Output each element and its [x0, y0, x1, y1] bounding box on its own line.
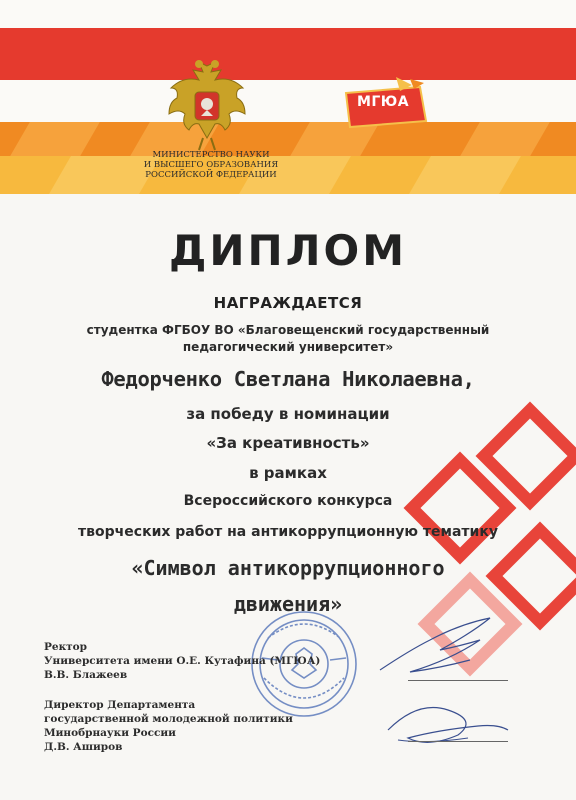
director-signatory — [44, 698, 293, 754]
mgua-logo-text: МГЮА — [356, 94, 410, 110]
header-top-band — [0, 0, 576, 28]
recipient-name: Федорченко Светлана Николаевна, — [101, 367, 475, 391]
contest-line-1: Всероссийского конкурса — [183, 493, 393, 509]
coat-of-arms-icon — [163, 58, 251, 154]
director-name: Д.В. Аширов — [44, 741, 123, 753]
victory-text: за победу в номинации — [186, 405, 390, 423]
header-white-band — [0, 80, 576, 122]
director-title: Директор Департамента — [44, 699, 196, 711]
director-signature-line — [408, 741, 508, 742]
recipient-line-2: педагогический университет» — [182, 340, 394, 354]
within-text: в рамках — [249, 464, 327, 482]
diploma-title: ДИПЛОМ — [168, 226, 408, 275]
contest-name-line-1: «Символ антикоррупционного — [131, 556, 445, 580]
rector-title: Ректор — [44, 641, 88, 653]
nomination-text: «За креативность» — [206, 434, 370, 452]
rector-name: В.В. Блажеев — [44, 669, 128, 681]
ministry-line-3: РОССИЙСКОЙ ФЕДЕРАЦИИ — [145, 170, 277, 180]
ministry-line-2: И ВЫСШЕГО ОБРАЗОВАНИЯ — [143, 160, 279, 170]
director-department: государственной молодежной политики — [44, 713, 293, 725]
contest-line-2: творческих работ на антикоррупционную тематику — [78, 524, 498, 540]
rector-signature-line — [408, 680, 508, 681]
header-red-band — [0, 28, 576, 80]
rector-signatory — [44, 640, 320, 682]
rector-university: Университета имени О.Е. Кутафина (МГЮА) — [44, 655, 321, 667]
director-ministry: Минобрнауки России — [44, 727, 176, 739]
ministry-line-1: МИНИСТЕРСТВО НАУКИ — [152, 150, 270, 160]
recipient-line-1: студентка ФГБОУ ВО «Благовещенский государственный — [86, 323, 490, 337]
awarded-heading: НАГРАЖДАЕТСЯ — [213, 294, 363, 312]
director-signature — [368, 690, 518, 760]
rector-signature — [370, 610, 520, 690]
ministry-caption — [126, 150, 296, 180]
contest-name-line-2: движения» — [233, 592, 343, 616]
